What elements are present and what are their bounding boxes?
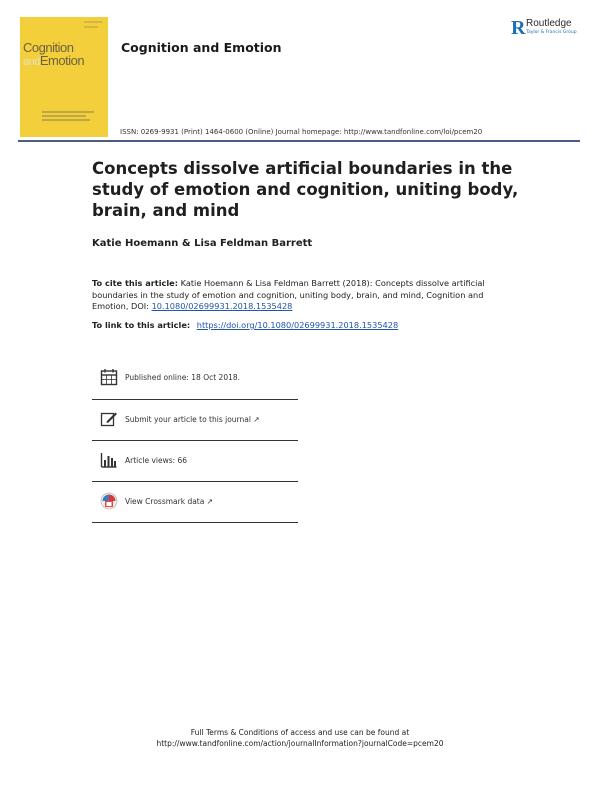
meta-divider	[92, 399, 298, 400]
routledge-r-icon: R	[511, 17, 526, 39]
meta-divider	[92, 440, 298, 441]
external-link-icon: ↗	[253, 415, 260, 424]
published-date: Published online: 18 Oct 2018.	[125, 373, 241, 382]
crossmark-icon	[100, 492, 118, 510]
crossmark-link[interactable]	[125, 497, 213, 506]
cover-title	[23, 41, 84, 69]
cover-title-line2: Emotion	[39, 53, 85, 68]
edit-icon	[100, 410, 118, 428]
submit-article-link[interactable]	[125, 415, 260, 424]
article-views: Article views: 66	[125, 456, 188, 465]
views-row[interactable]	[92, 443, 298, 481]
citation-doi-link[interactable]: 10.1080/02699931.2018.1535428	[151, 301, 293, 311]
crossmark-row[interactable]	[92, 484, 298, 522]
citation-text: Katie Hoemann & Lisa Feldman Barrett (2018): Concepts dissolve artificial boundaries in the study of emotion and cognition, uniting body, brain, and mind, Cognition and Emotion, DOI:	[92, 278, 485, 311]
meta-divider	[92, 522, 298, 523]
cover-decoration	[42, 119, 90, 121]
footer	[0, 727, 600, 749]
header-divider	[18, 140, 580, 142]
footer-terms: Full Terms & Conditions of access and use can be found at	[190, 728, 410, 737]
external-link-icon: ↗	[206, 497, 214, 506]
publisher-tagline: Taylor & Francis Group	[526, 30, 577, 35]
link-label: To link to this article:	[92, 320, 191, 330]
bar-chart-icon	[100, 451, 118, 469]
cover-decoration	[42, 111, 94, 113]
journal-title[interactable]: Cognition and Emotion	[121, 40, 282, 55]
cover-decoration	[84, 26, 98, 28]
calendar-icon	[100, 368, 118, 386]
crossmark-label: View Crossmark data	[125, 497, 205, 506]
publisher-name: Routledge	[526, 18, 572, 29]
article-doi-link[interactable]: https://doi.org/10.1080/02699931.2018.1535428	[196, 320, 399, 330]
cover-decoration	[84, 21, 102, 23]
meta-divider	[92, 481, 298, 482]
article-link-line	[92, 320, 398, 330]
cover-decoration	[42, 115, 86, 117]
article-title: Concepts dissolve artificial boundaries in the study of emotion and cognition, uniting body, brain, and mind	[92, 159, 519, 220]
citation-block	[92, 278, 512, 313]
cover-title-line1: Cognition	[23, 40, 74, 55]
cover-title-and: and	[23, 56, 40, 68]
citation-label: To cite this article:	[92, 278, 178, 288]
submit-article-label: Submit your article to this journal	[125, 415, 251, 424]
submit-row[interactable]	[92, 402, 298, 440]
journal-cover	[20, 17, 108, 137]
issn-line[interactable]: ISSN: 0269-9931 (Print) 1464-0600 (Online) Journal homepage: http://www.tandfonline.com/loi/pcem20	[120, 128, 483, 136]
published-row	[92, 360, 298, 398]
footer-terms-url[interactable]: http://www.tandfonline.com/action/journalInformation?journalCode=pcem20	[156, 739, 444, 748]
article-authors: Katie Hoemann & Lisa Feldman Barrett	[92, 238, 313, 249]
